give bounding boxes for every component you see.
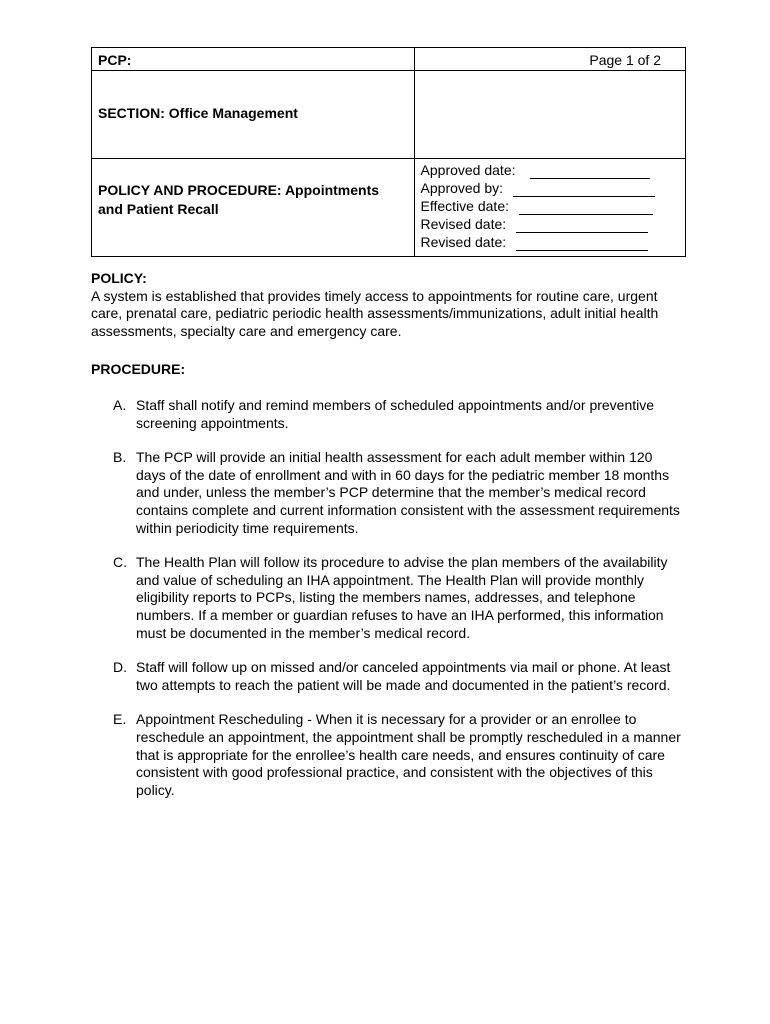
approvals-block [415,159,685,251]
procedure-list [113,397,683,816]
pcp-cell [92,48,415,71]
approval-row [421,161,685,179]
policy-title: POLICY AND PROCEDURE: Appointments and Patient Recall [98,182,380,217]
approval-label: Effective date: [420,198,509,214]
approvals-cell [414,159,685,257]
empty-cell [414,71,685,159]
signature-line [519,200,653,215]
procedure-letter: A. [113,397,127,413]
approval-label: Revised date: [420,216,507,232]
procedure-letter: E. [113,711,127,728]
header-table [91,47,686,257]
procedure-letter: C. [113,554,127,571]
section-label: SECTION: Office Management [98,105,298,121]
signature-line [516,236,648,251]
approval-row [421,179,685,197]
policy-heading: POLICY: [91,270,147,286]
section-cell [92,71,415,159]
approval-label: Approved date: [420,162,516,178]
procedure-letter: D. [113,659,127,676]
signature-line [516,218,648,233]
procedure-text: The Health Plan will follow its procedure to advise the plan members of the availability and value of scheduling an IHA appointment. The Health Plan will provide monthly eligibility reports to PCPs, listing the members names, addresses, and telephone numbers. If a member or guardian refuses to have an IHA performed, this information must be documented in the member’s medical record. [136,554,668,641]
signature-line [530,164,650,179]
procedure-item [113,449,683,537]
procedure-text: Staff shall notify and remind members of scheduled appointments and/or preventive screening appointments. [136,397,655,431]
procedure-text: The PCP will provide an initial health assessment for each adult member within 120 days of the date of enrollment and with in 60 days for the pediatric member 18 months and under, unless the member’s PCP determine that the member’s medical record contains complete and current information consistent with the assessment requirements within periodicity time requirements. [136,449,680,536]
approval-row [421,233,685,251]
approval-row [421,215,685,233]
approval-label: Revised date: [420,234,507,250]
procedure-item [113,659,683,694]
procedure-item [113,397,683,432]
procedure-letter: B. [113,449,127,466]
policy-section [91,270,681,340]
page-number-cell [414,48,685,71]
approval-label: Approved by: [420,180,504,196]
procedure-item [113,554,683,642]
signature-line [513,182,655,197]
page-number: Page 1 of 2 [589,52,661,68]
policy-title-cell [92,159,415,257]
procedure-text: Appointment Rescheduling - When it is necessary for a provider or an enrollee to reschedule an appointment, the appointment shall be promptly rescheduled in a manner that is appropriate for the enrollee’s health care needs, and ensures continuity of care consistent with good professional practice, and consistent with the objectives of this policy. [136,711,681,798]
approval-row [421,197,685,215]
procedure-text: Staff will follow up on missed and/or canceled appointments via mail or phone. At least two attempts to reach the patient will be made and documented in the patient’s record. [136,659,671,693]
procedure-item [113,711,683,799]
procedure-heading: PROCEDURE: [91,361,186,377]
pcp-label: PCP: [98,52,132,68]
policy-text: A system is established that provides timely access to appointments for routine care, urgent care, prenatal care, pediatric periodic health assessments/immunizations, adult initial health assessments, specialty care and emergency care. [91,287,659,339]
